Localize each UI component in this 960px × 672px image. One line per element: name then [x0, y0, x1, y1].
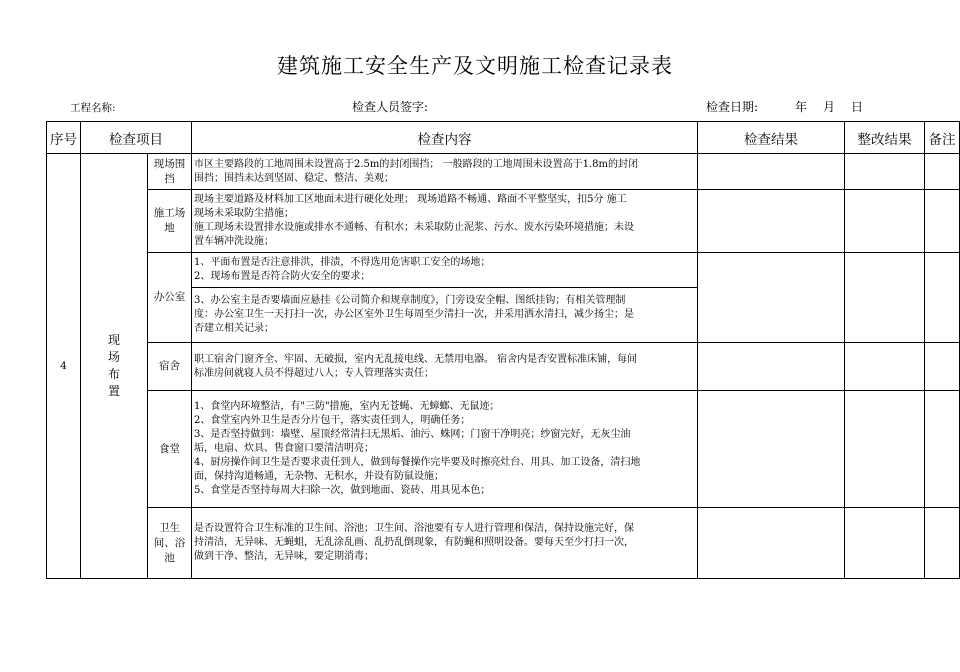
table-row: [47, 190, 960, 253]
content-line: 围挡；围挡未达到坚固、稳定、整洁、美观；: [194, 172, 394, 184]
header-item: 检查项目: [81, 122, 192, 154]
table-row: [47, 253, 960, 288]
content-line: 5、食堂是否坚持每周大扫除一次，做到地面、瓷砖、用具见本色；: [194, 485, 491, 496]
header-note: 备注: [925, 122, 960, 154]
inspection-date-label: 检查日期:: [706, 100, 759, 114]
sub-item-restroom: 卫生间、浴池: [148, 508, 192, 579]
result-cell[interactable]: [698, 154, 845, 190]
table-row: [47, 343, 960, 391]
note-cell[interactable]: [925, 154, 960, 190]
result-cell[interactable]: [698, 391, 845, 508]
rectify-cell[interactable]: [845, 343, 925, 391]
content-line: 标准房间就寝人员不得超过八人；专人管理落实责任；: [194, 367, 434, 379]
content-line: 1、食堂内环境整洁，有"三防"措施，室内无苍蝇、无蟑螂、无鼠迹；: [194, 401, 500, 412]
rectify-cell[interactable]: [845, 154, 925, 190]
section-category: [81, 154, 148, 579]
rectify-cell[interactable]: [845, 391, 925, 508]
content-line: 4、厨房操作间卫生是否要求责任到人，做到每餐操作完毕要及时擦亮灶台、用具、加工设备，清扫地: [194, 457, 641, 468]
table-row: [47, 154, 960, 190]
content-line: 3、是否坚持做到：墙壁、屋顶经常清扫无黑垢、油污、蛛网；门窗干净明亮；纱窗完好，无灰尘油: [194, 429, 631, 440]
result-cell[interactable]: [698, 190, 845, 253]
content-canteen: [192, 391, 698, 508]
content-line: 现场主要道路及材料加工区地面未进行硬化处理； 现场道路不畅通、路面不平整坚实，扣5分 施工: [194, 194, 627, 205]
inspection-table: [46, 121, 960, 579]
project-name-label: 工程名称:: [70, 102, 116, 114]
content-line: 度：办公室卫生一天打扫一次，办公区室外卫生每周至少清扫一次，并采用洒水清扫，减少扬尘；是: [194, 309, 634, 320]
content-line: 2、现场布置是否符合防火安全的要求；: [194, 271, 371, 282]
content-line: 2、食堂室内外卫生是否分片包干，落实责任到人，明确任务；: [194, 415, 471, 426]
content-line: 施工现场未设置排水设施或排水不通畅、有积水；未采取防止泥浆、污水、废水污染环境措施；未设: [194, 222, 634, 233]
content-enclosure: [192, 154, 698, 190]
note-cell[interactable]: [925, 343, 960, 391]
note-cell[interactable]: [925, 190, 960, 253]
header-row: [47, 122, 960, 154]
content-line: 置车辆冲洗设施；: [194, 236, 274, 247]
note-cell[interactable]: [925, 253, 960, 343]
section-number: 4: [47, 154, 81, 579]
content-line: 现场未采取防尘措施；: [194, 208, 294, 219]
content-restroom: [192, 508, 698, 579]
header-content: 检查内容: [192, 122, 698, 154]
content-line: 持清洁，无异味、无蝇蛆，无乱涂乱画、乱扔乱倒现象，有防蝇和照明设备。要每天至少打扫一次，: [194, 537, 634, 548]
table-row: [47, 391, 960, 508]
sub-item-office: 办公室: [148, 253, 192, 343]
sub-item-dormitory: 宿舍: [148, 343, 192, 391]
content-dormitory: [192, 343, 698, 391]
content-line: 职工宿舍门窗齐全、牢固、无破损，室内无乱接电线、无禁用电器。 宿舍内是否安置标准床铺，每间: [194, 353, 638, 365]
sub-item-canteen: 食堂: [148, 391, 192, 508]
content-line: 做到干净、整洁，无异味，要定期消毒；: [194, 551, 374, 562]
content-line: 否建立相关记录；: [194, 323, 274, 334]
header-result: 检查结果: [698, 122, 845, 154]
date-year-label: 年: [795, 100, 808, 114]
content-office-b: [192, 288, 698, 343]
content-line: 垢，电扇、炊具、售食窗口要清洁明亮；: [194, 443, 374, 454]
section-category-text: 现场布置: [107, 333, 120, 398]
sub-item-site: 施工场地: [148, 190, 192, 253]
date-day-label: 日: [851, 100, 864, 114]
result-cell[interactable]: [698, 343, 845, 391]
content-line: 市区主要路段的工地周围未设置高于2.5m的封闭围挡； 一般路段的工地周围未设置高于1.8m的封闭: [194, 158, 638, 170]
date-month-label: 月: [823, 100, 836, 114]
inspector-signature-label: 检查人员签字:: [352, 100, 429, 114]
content-line: 1、平面布置是否注意排洪，排渍，不得选用危害职工安全的场地；: [194, 257, 491, 268]
result-cell[interactable]: [698, 508, 845, 579]
note-cell[interactable]: [925, 391, 960, 508]
content-line: 面，保持沟道畅通，无杂物、无积水，并设有防鼠设施；: [194, 471, 444, 482]
page-title: 建筑施工安全生产及文明施工检查记录表: [277, 54, 673, 78]
rectify-cell[interactable]: [845, 190, 925, 253]
header-seq: 序号: [47, 122, 81, 154]
table-row: [47, 508, 960, 579]
content-site: [192, 190, 698, 253]
header-rectify: 整改结果: [845, 122, 925, 154]
sub-item-enclosure: 现场围挡: [148, 154, 192, 190]
content-office-a: [192, 253, 698, 288]
rectify-cell[interactable]: [845, 253, 925, 343]
rectify-cell[interactable]: [845, 508, 925, 579]
result-cell[interactable]: [698, 253, 845, 343]
content-line: 是否设置符合卫生标准的卫生间、浴池；卫生间、浴池要有专人进行管理和保洁，保持设施完好，保: [194, 523, 634, 534]
note-cell[interactable]: [925, 508, 960, 579]
content-line: 3、办公室主是否要墙面应悬挂《公司简介和规章制度》，门旁设安全帽、图纸挂钩；有相关管理制: [194, 295, 626, 306]
